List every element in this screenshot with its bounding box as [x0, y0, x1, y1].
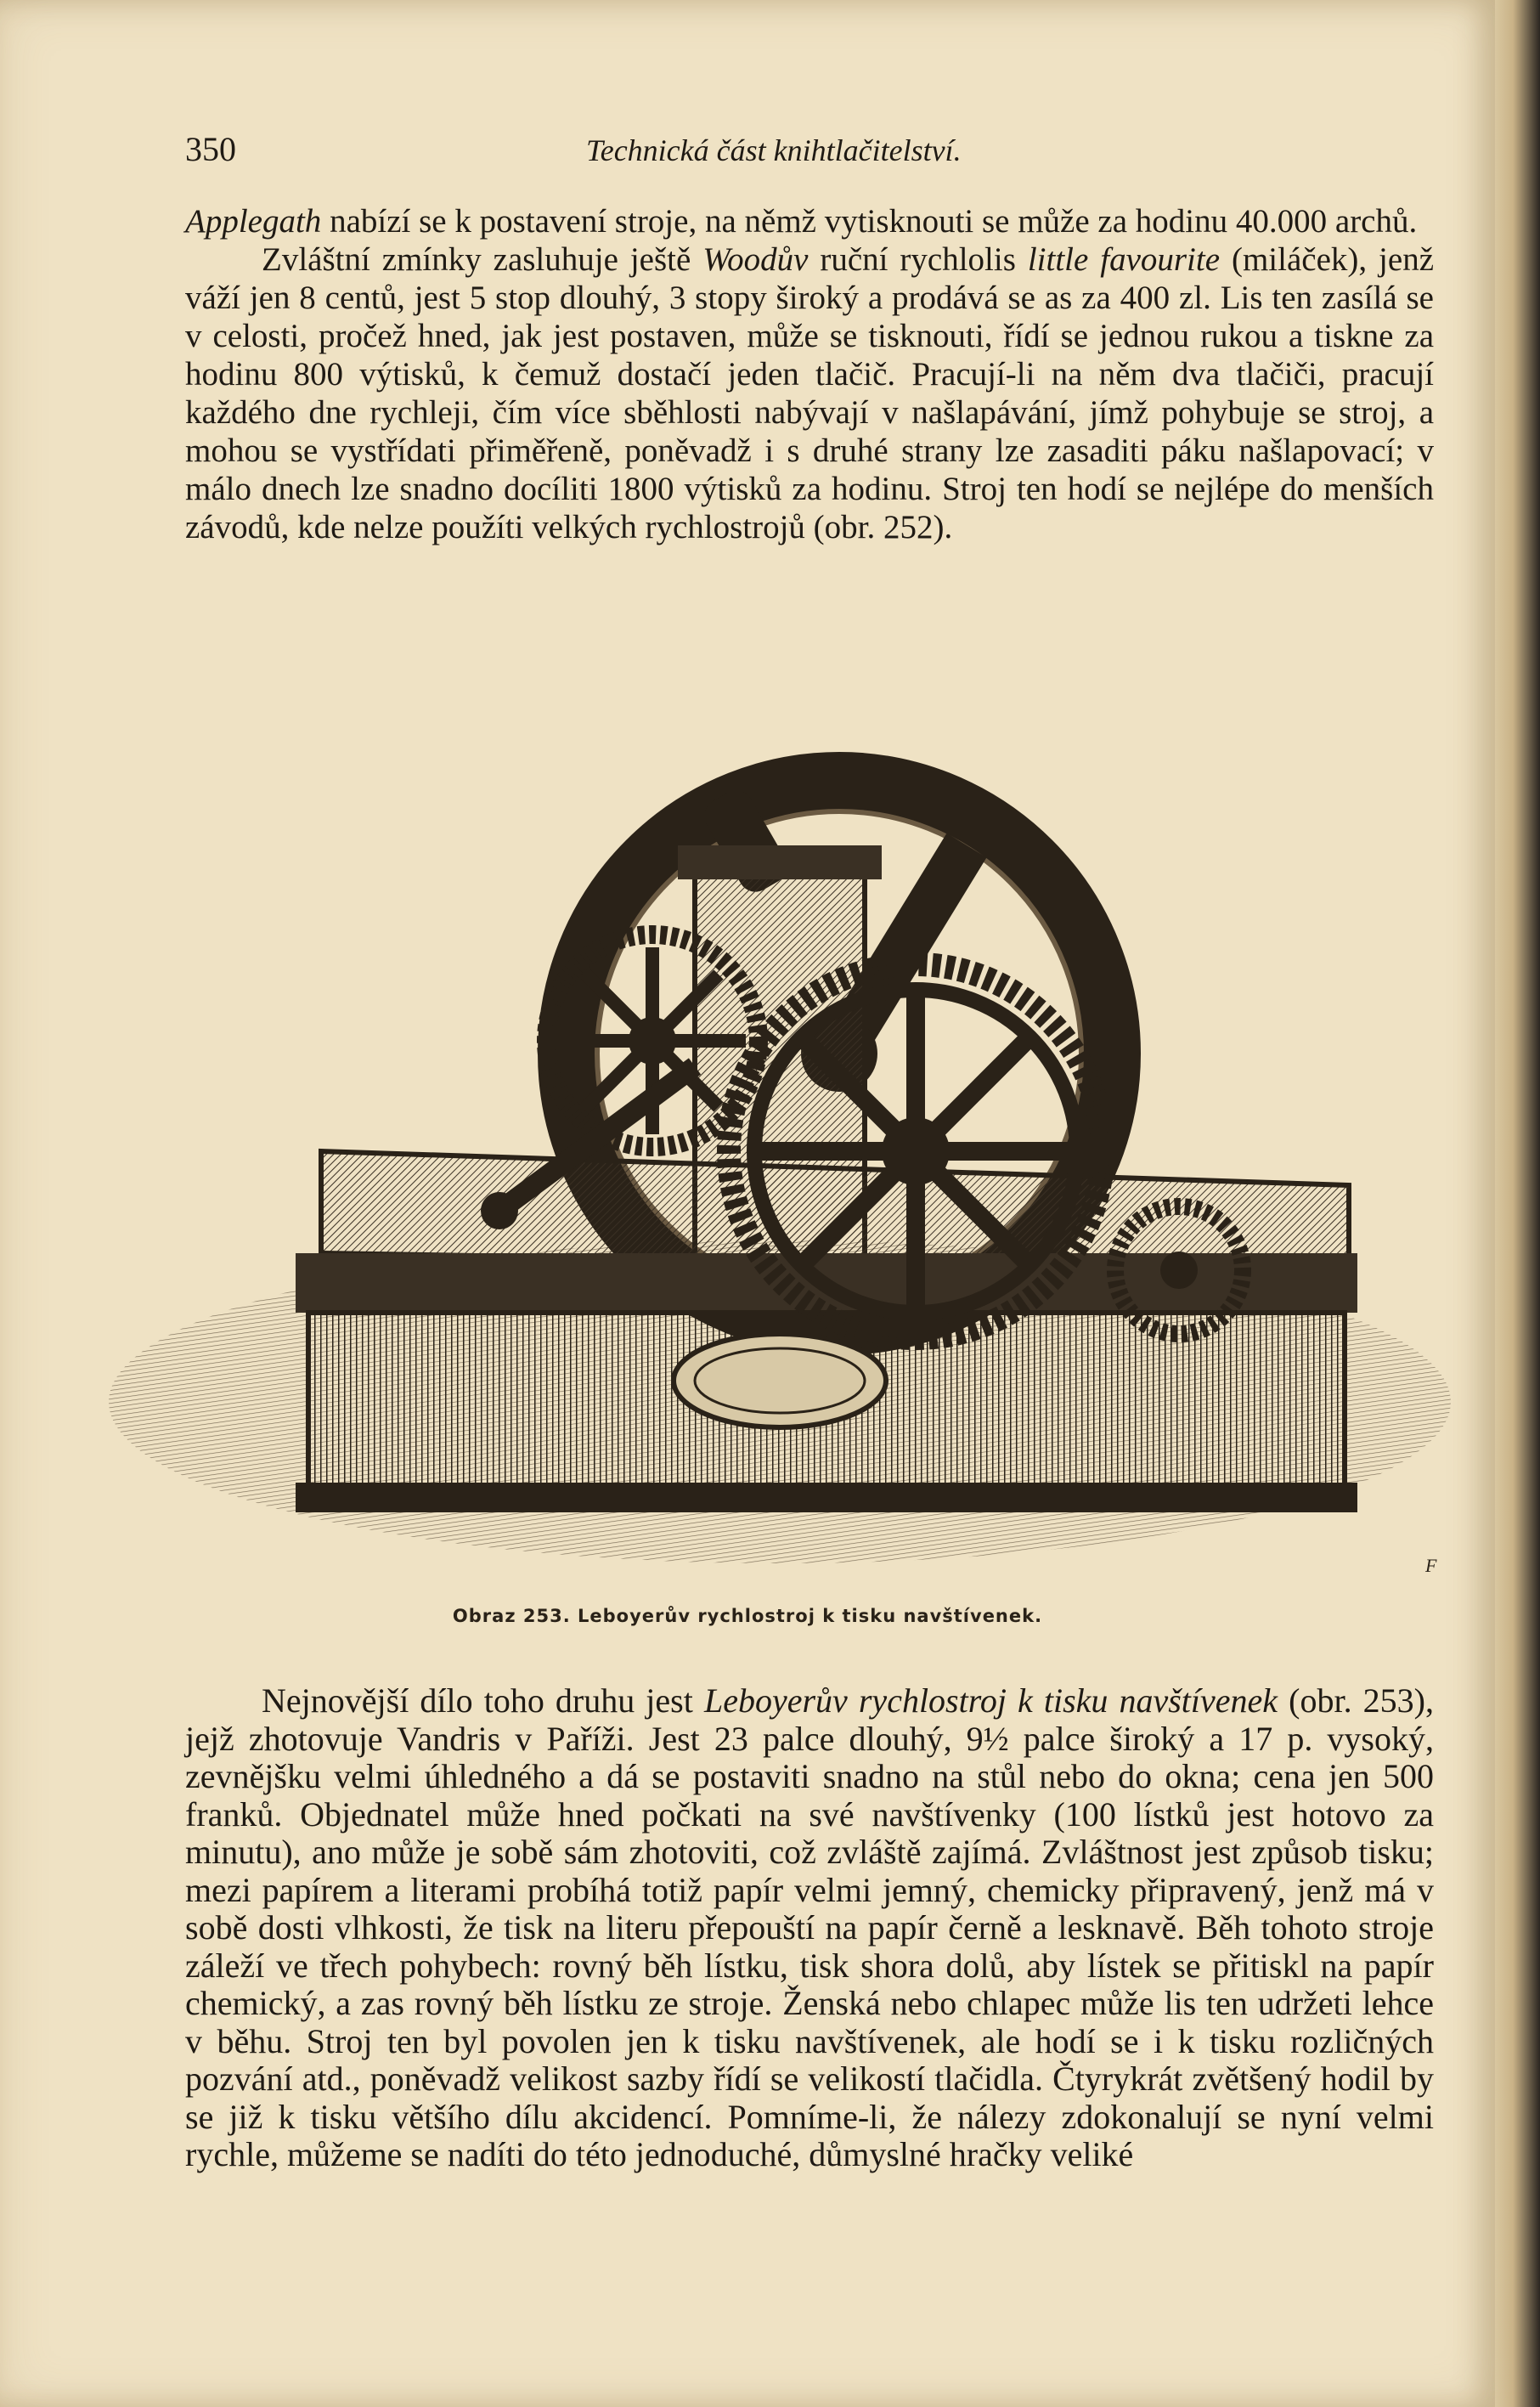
text-run: (miláček), jenž váží jen 8 centů, jest 5 stop dlouhý, 3 stopy široký a prodává se as za 400 zl. Lis ten zasílá se v celosti, pročež hned, jak jest postaven, může se tisknouti, řídí se jednou rukou a tiskne za hodinu 800 výtisků, k čemuž dostačí jeden tlačič. Pracují-li na něm dva tlačiči, pracují každého dne rychleji, čím více sběhlosti nabývají v našlapávání, jímž pohybuje se stroj, a mohou se vystřídati přiměřeně, poněvadž i s druhé strany lze zasaditi páku našlapovací; v málo dnech lze snadno docíliti 1800 výtisků za hodinu. Stroj ten hodí se nejlépe do menších závodů, kde nelze použíti velkých rychlostrojů (obr. 252). [185, 241, 1435, 545]
name-little-favourite: little favourite [1027, 241, 1221, 278]
text-run: Nejnovější dílo toho druhu jest [262, 1681, 704, 1720]
text-run: ruční rychlolis [808, 241, 1028, 278]
engraver-mark: F [1425, 1555, 1437, 1576]
figure-caption: Obraz 253. Leboyerův rychlostroj k tisku navštívenek. [452, 1606, 1043, 1626]
page-number: 350 [185, 130, 236, 168]
paragraph-leboyer-press [185, 1682, 1434, 2174]
engraving-figure [100, 709, 1459, 1585]
applegath-text: nabízí se k postavení stroje, na němž vytisknouti se může za hodinu 40.000 archů. [321, 203, 1418, 240]
text-run: Zvláštní zmínky zasluhuje ještě [262, 241, 703, 278]
page-edge [1495, 0, 1540, 2407]
name-applegath: Applegath [185, 203, 322, 240]
running-title: Technická část knihtlačitelství. [586, 133, 962, 167]
name-wood: Woodův [702, 241, 809, 278]
page-header [185, 129, 1434, 180]
name-leboyer-press: Leboyerův rychlostroj k tisku navštívenek [703, 1681, 1278, 1720]
paragraph-woods-press [185, 202, 1434, 546]
text-run: (obr. 253), jejž zhotovuje Vandris v Paříži. Jest 23 palce dlouhý, 9½ palce široký a 17 p. vysoký, zevnějšku velmi úhledného a dá se postaviti snadno na stůl nebo do okna; cena jen 500 franků. Objednatel může hned počkati na své navštívenky (100 lístků jest hotovo za minutu), ano může je sobě sám zhotoviti, což zvláště zajímá. Zvláštnost jest způsob tisku; mezi papírem a literami probíhá totiž papír velmi jemný, chemicky připravený, jenž má v sobě dosti vlhkosti, že tisk na literu přepouští na papír černě a lesknavě. Běh tohoto stroje záleží ve třech pohybech: rovný běh lístku, tisk shora dolů, aby lístek se přitiskl na papír chemický, a zas rovný běh lístku ze stroje. Ženská nebo chlapec může lis ten udržeti lehce v běhu. Stroj ten byl povolen jen k tisku navštívenek, ale hodí se i k tisku rozličných pozvání atd., poněvadž velikost sazby řídí se velikostí tlačidla. Čtyrykrát zvětšený hodil by se již k tisku většího dílu akcidencí. Pomníme-li, že nálezy zdokonalují se nyní velmi rychle, můžeme se nadíti do této jednoduché, důmyslné hračky veliké [185, 1681, 1434, 2173]
printing-press-engraving [100, 709, 1459, 1585]
